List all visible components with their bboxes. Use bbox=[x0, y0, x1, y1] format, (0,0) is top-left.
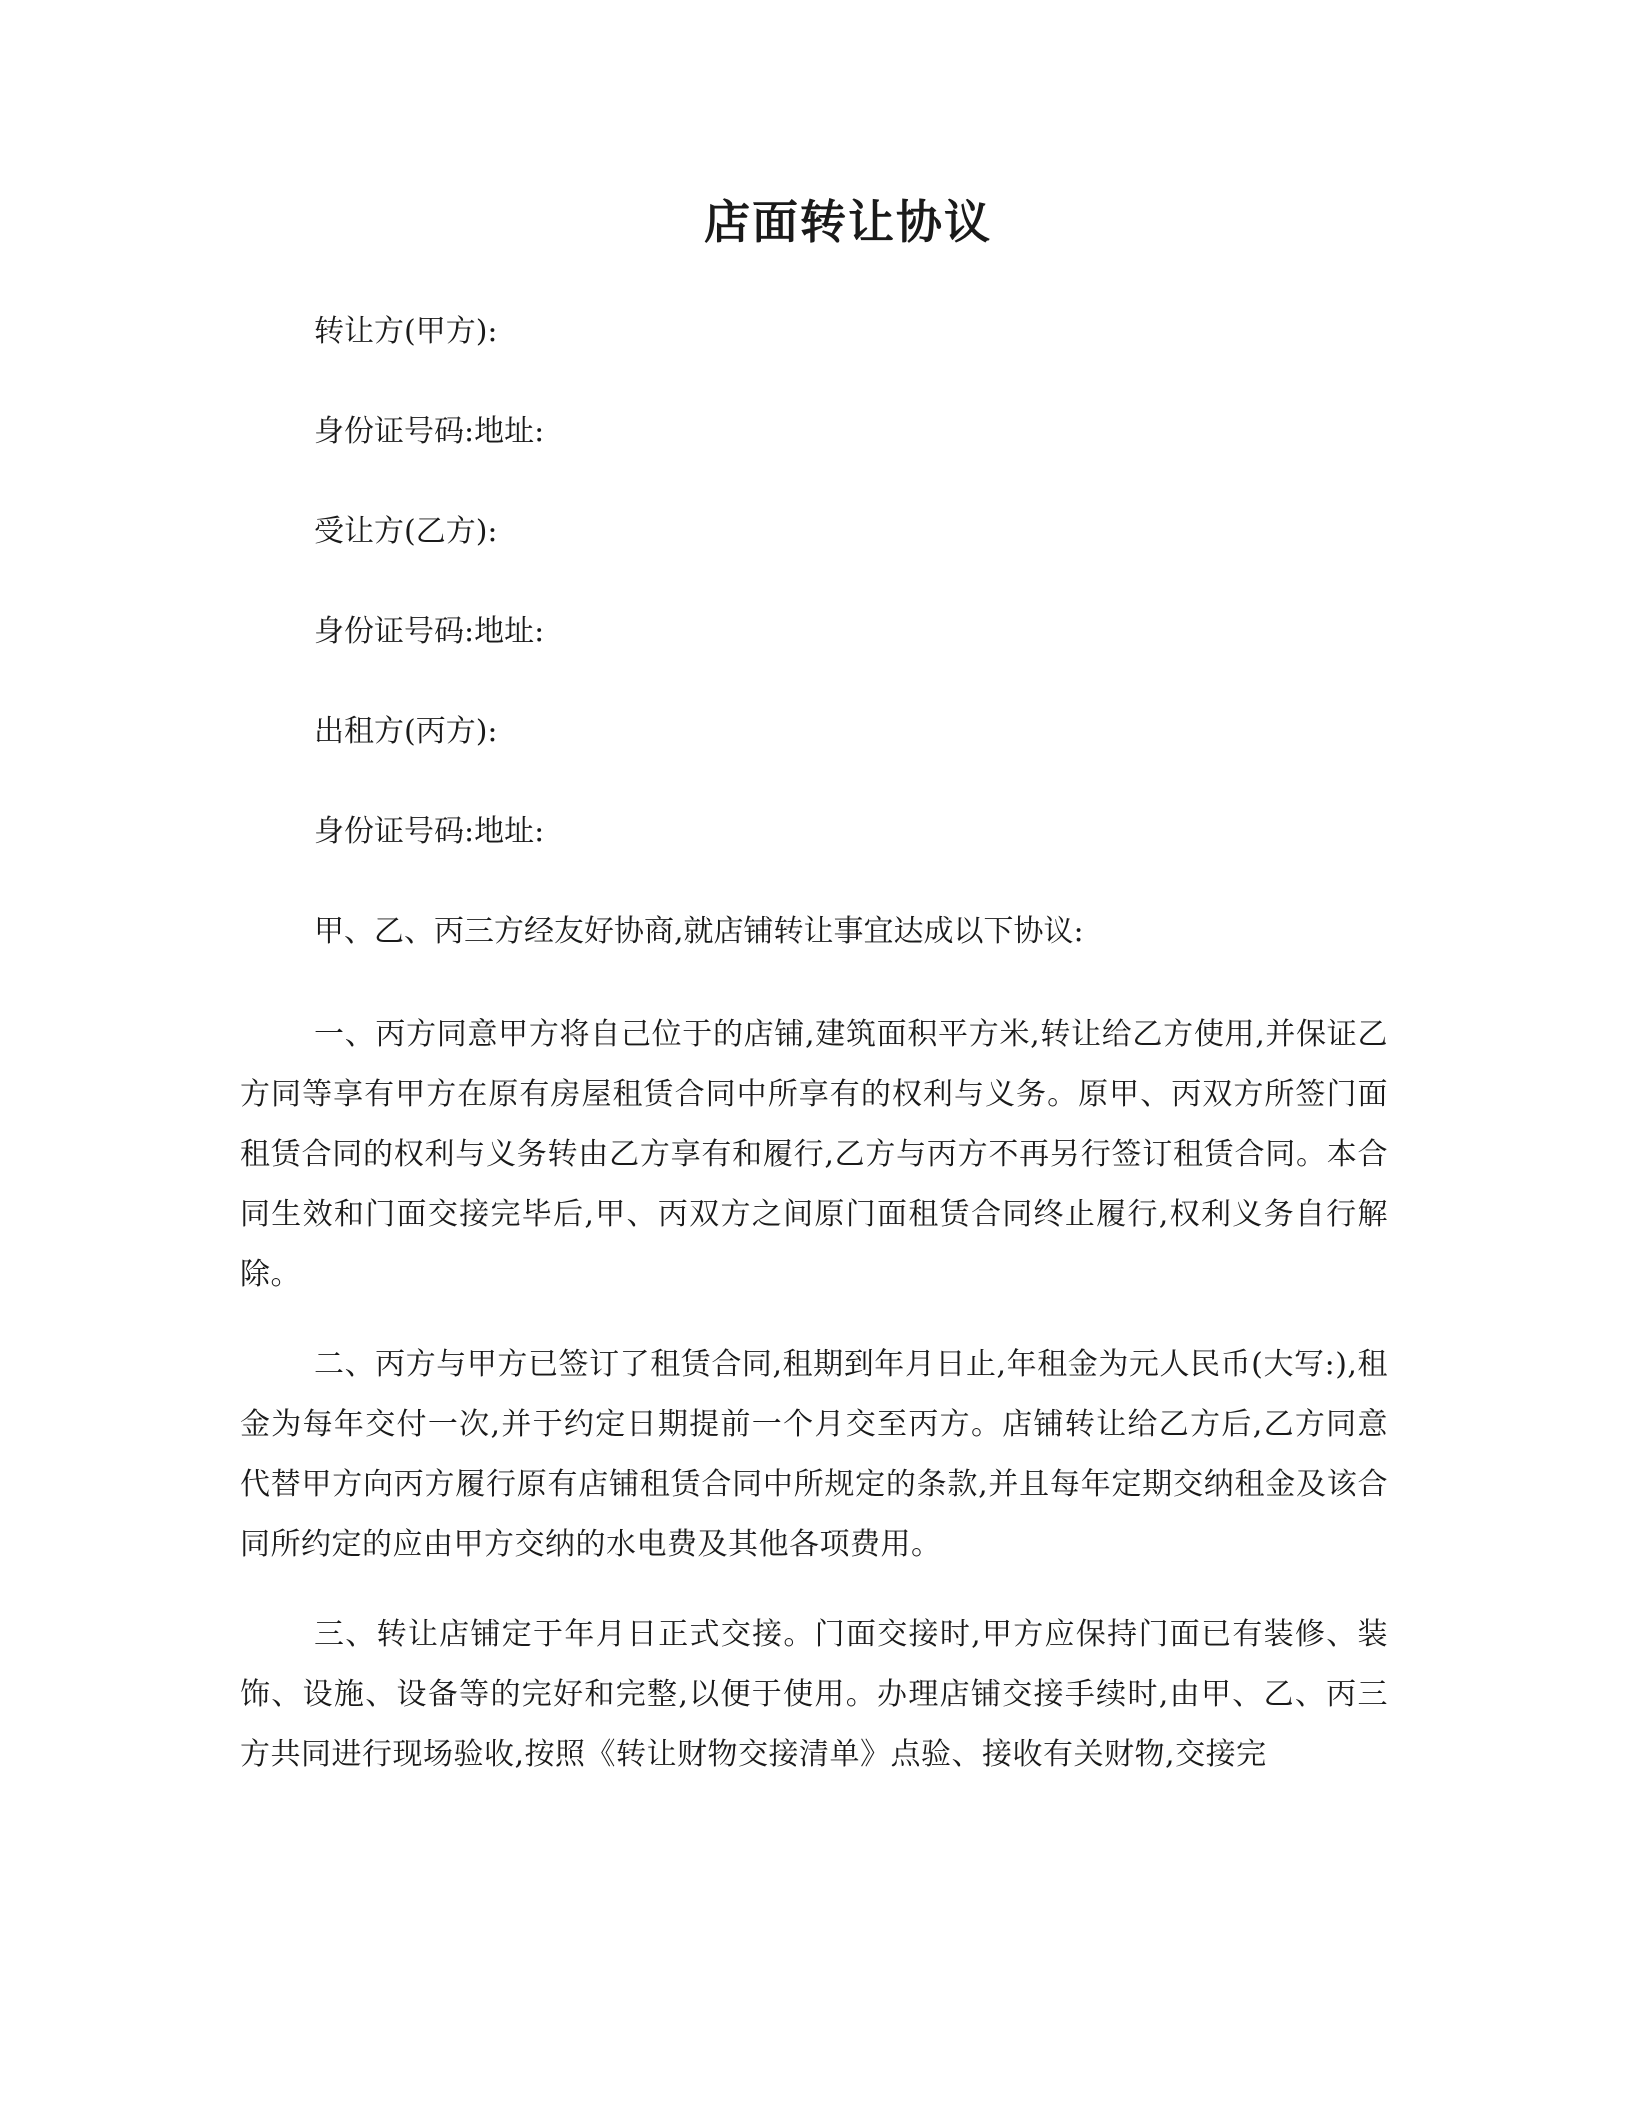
transferee-field: 受让方(乙方): bbox=[314, 514, 498, 549]
transferor-id-address-field: 身份证号码:地址: bbox=[314, 414, 545, 449]
transferee-id-address-field: 身份证号码:地址: bbox=[314, 614, 545, 649]
document-title: 店面转让协议 bbox=[704, 195, 992, 249]
clause-2: 二、丙方与甲方已签订了租赁合同,租期到年月日止,年租金为元人民币(大写:),租金为每年交付一次,并于约定日期提前一个月交至丙方。店铺转让给乙方后,乙方同意代替甲方向丙方履行原有店铺租赁合同中所规定的条款,并且每年定期交纳租金及该合同所约定的应由甲方交纳的水电费及其他各项费用。 bbox=[240, 1347, 1388, 1562]
lessor-id-address-field: 身份证号码:地址: bbox=[314, 814, 545, 849]
agreement-intro: 甲、乙、丙三方经友好协商,就店铺转让事宜达成以下协议: bbox=[314, 914, 1084, 949]
lessor-field: 出租方(丙方): bbox=[314, 714, 498, 749]
clause-1: 一、丙方同意甲方将自己位于的店铺,建筑面积平方米,转让给乙方使用,并保证乙方同等享有甲方在原有房屋租赁合同中所享有的权利与义务。原甲、丙双方所签门面租赁合同的权利与义务转由乙方享有和履行,乙方与丙方不再另行签订租赁合同。本合同生效和门面交接完毕后,甲、丙双方之间原门面租赁合同终止履行,权利义务自行解除。 bbox=[240, 1017, 1388, 1292]
clause-3: 三、转让店铺定于年月日正式交接。门面交接时,甲方应保持门面已有装修、装饰、设施、设备等的完好和完整,以便于使用。办理店铺交接手续时,由甲、乙、丙三方共同进行现场验收,按照《转让财物交接清单》点验、接收有关财物,交接完 bbox=[240, 1617, 1388, 1772]
transferor-field: 转让方(甲方): bbox=[314, 314, 498, 349]
